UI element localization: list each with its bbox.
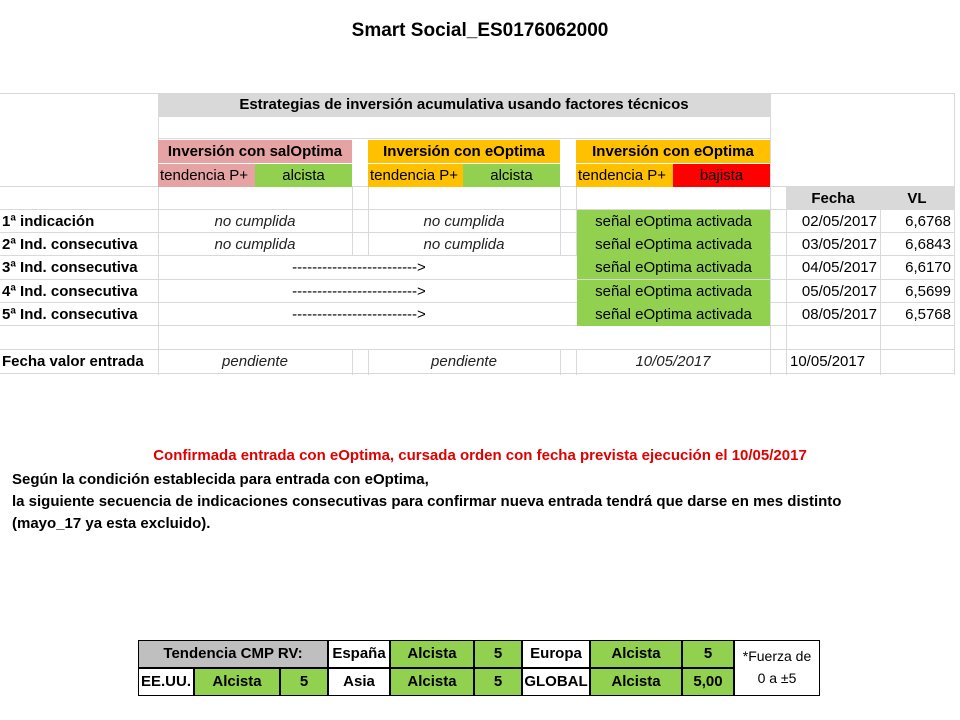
row-4-s3: señal eOptima activada [577,280,770,303]
global-value: 5,00 [682,668,734,696]
vl-header: VL [880,187,954,210]
europe-region: Europa [522,640,590,668]
entry-s3: 10/05/2017 [635,353,711,370]
row-2-s3: señal eOptima activada [577,233,770,256]
trend-table [138,640,821,696]
spain-region: España [328,640,390,668]
row-2-fecha: 03/05/2017 [801,236,877,253]
europe-value: 5 [682,640,734,668]
strategy-1-trend-label: tendencia P+ [158,164,255,187]
row-1-vl: 6,6768 [905,213,951,230]
row-1-s3: señal eOptima activada [577,210,770,233]
strategy-3-title: Inversión con eOptima [576,140,770,163]
row-4-fecha: 05/05/2017 [801,283,877,300]
strength-note-line-2: 0 a ±5 [757,670,797,686]
usa-trend: Alcista [194,668,280,696]
row-3-vl: 6,6170 [905,259,951,276]
asia-region: Asia [328,668,390,696]
row-5-fecha: 08/05/2017 [801,306,877,323]
explanation-paragraph [12,469,841,535]
usa-value: 5 [280,668,328,696]
global-region: GLOBAL [522,668,590,696]
table-header: Estrategias de inversión acumulativa usando factores técnicos [158,93,770,116]
strategy-table [0,93,955,375]
strength-note [734,640,820,696]
row-4-label: 4ª Ind. consecutiva [2,283,138,300]
row-4-arrow: -------------------------> [292,283,426,300]
spain-trend: Alcista [390,640,474,668]
strength-note-line-1: *Fuerza de [742,648,812,664]
row-2-label: 2ª Ind. consecutiva [2,236,138,253]
row-2-s2: no cumplida [423,236,505,253]
fecha-header: Fecha [786,187,880,210]
spain-value: 5 [474,640,522,668]
usa-region: EE.UU. [138,668,194,696]
page-title: Smart Social_ES0176062000 [351,20,609,41]
entry-fecha: 10/05/2017 [790,353,866,370]
trend-header: Tendencia CMP RV: [138,640,328,668]
asia-trend: Alcista [390,668,474,696]
row-4-vl: 6,5699 [905,283,951,300]
asia-value: 5 [474,668,522,696]
row-3-label: 3ª Ind. consecutiva [2,259,138,276]
entry-label: Fecha valor entrada [2,353,144,370]
global-trend: Alcista [590,668,682,696]
row-5-vl: 6,5768 [905,306,951,323]
row-5-s3: señal eOptima activada [577,303,770,326]
explanation-line-3: (mayo_17 ya esta excluido). [12,515,211,532]
row-2-s1: no cumplida [214,236,296,253]
row-5-label: 5ª Ind. consecutiva [2,306,138,323]
strategy-3-trend: bajista [673,164,770,187]
entry-s1: pendiente [222,353,288,370]
row-2-vl: 6,6843 [905,236,951,253]
strategy-1-trend: alcista [255,164,352,187]
row-3-s3: señal eOptima activada [577,256,770,279]
strategy-2-trend-label: tendencia P+ [368,164,463,187]
strategy-1-title: Inversión con salOptima [158,140,352,163]
row-3-fecha: 04/05/2017 [801,259,877,276]
strategy-3-trend-label: tendencia P+ [576,164,673,187]
explanation-line-1: Según la condición establecida para entrada con eOptima, [12,471,429,488]
row-1-label: 1ª indicación [2,213,95,230]
explanation-line-2: la siguiente secuencia de indicaciones consecutivas para confirmar nueva entrada tendrá que darse en mes distinto [12,493,842,510]
europe-trend: Alcista [590,640,682,668]
confirmation-notice: Confirmada entrada con eOptima, cursada orden con fecha prevista ejecución el 10/05/2017 [153,447,807,464]
strategy-2-trend: alcista [463,164,560,187]
row-1-s2: no cumplida [423,213,505,230]
row-5-arrow: -------------------------> [292,306,426,323]
row-1-fecha: 02/05/2017 [801,213,877,230]
strategy-2-title: Inversión con eOptima [368,140,560,163]
entry-s2: pendiente [431,353,497,370]
row-3-arrow: -------------------------> [292,259,426,276]
row-1-s1: no cumplida [214,213,296,230]
